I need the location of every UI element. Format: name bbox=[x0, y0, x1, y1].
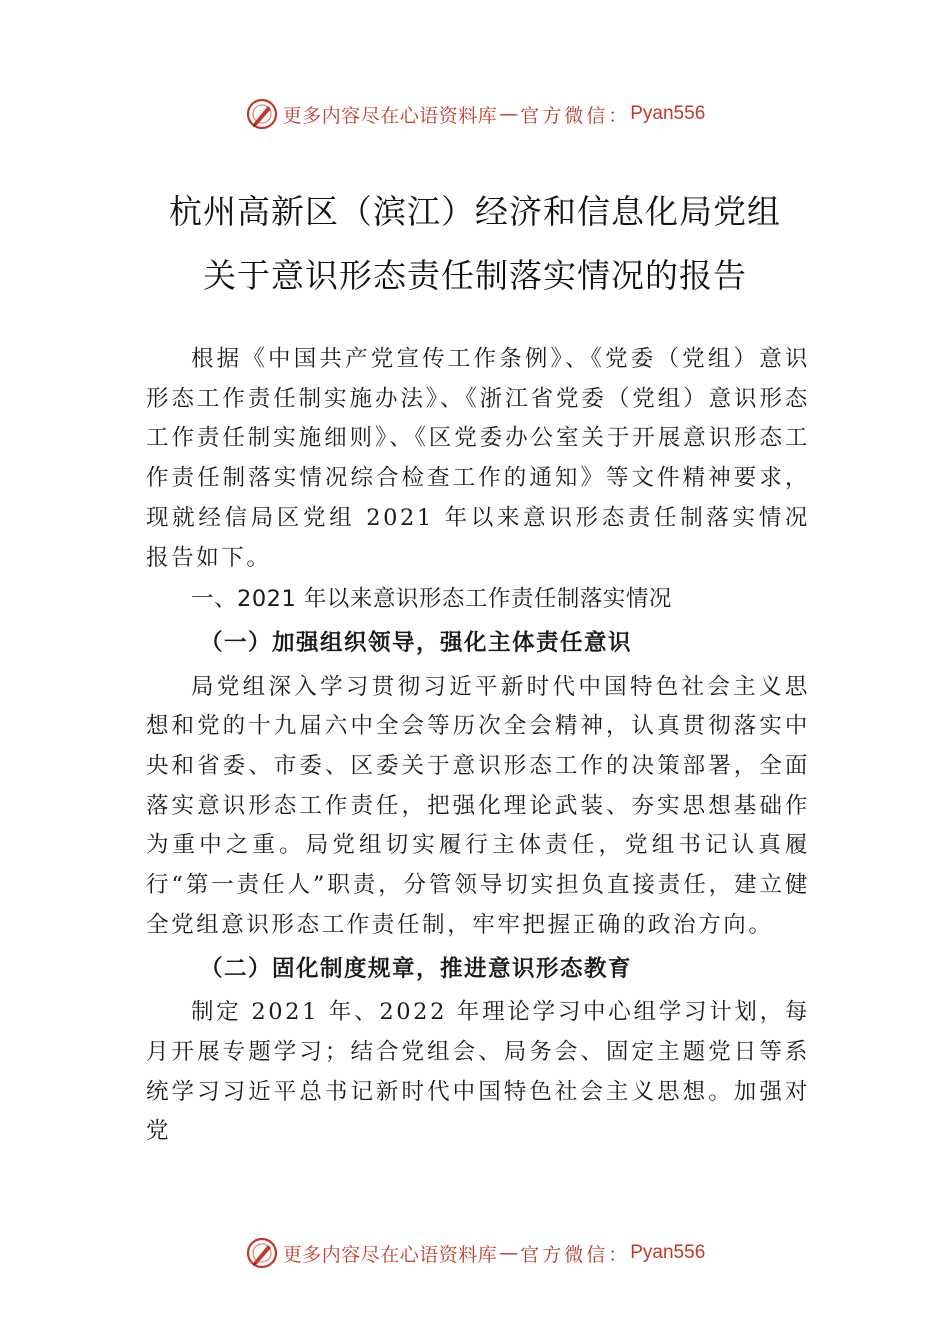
document-body bbox=[146, 340, 810, 1152]
watermark-wechat-id: Pyan556 bbox=[630, 103, 706, 124]
subsection-1-paragraph: 局党组深入学习贯彻习近平新时代中国特色社会主义思想和党的十九届六中全会等历次全会精神，认真贯彻落实中央和省委、市委、区委关于意识形态工作的决策部署，全面落实意识形态工作责任，把强化理论武装、夯实思想基础作为重中之重。局党组切实履行主体责任，党组书记认真履行“第一责任人”职责，分管领导切实担负直接责任，建立健全党组意识形态工作责任制，牢牢把握正确的政治方向。 bbox=[146, 673, 810, 938]
watermark-separator: — bbox=[499, 1242, 519, 1264]
pen-logo-icon bbox=[245, 97, 279, 131]
header-watermark bbox=[0, 94, 950, 134]
watermark-brand: 更多内容尽在心语资料库 bbox=[282, 1243, 498, 1266]
pen-logo-icon bbox=[245, 1236, 279, 1270]
document-title-line1: 杭州高新区（滨江）经济和信息化局党组 bbox=[169, 192, 781, 231]
watermark-wechat-label: 官方微信： bbox=[520, 104, 631, 127]
intro-paragraph: 根据《中国共产党宣传工作条例》、《党委（党组）意识形态工作责任制实施办法》、《浙江省党委（党组）意识形态工作责任制实施细则》、《区党委办公室关于开展意识形态工作责任制落实情况综合检查工作的通知》等文件精神要求，现就经信局区党组 2021 年以来意识形态责任制落实情况报告如下。 bbox=[146, 346, 810, 571]
subsection-heading-1: （一）加强组织领导，强化主体责任意识 bbox=[200, 629, 633, 656]
watermark-wechat-id: Pyan556 bbox=[630, 1242, 706, 1263]
watermark-wechat-label: 官方微信： bbox=[520, 1243, 631, 1266]
watermark-brand: 更多内容尽在心语资料库 bbox=[282, 104, 498, 127]
footer-watermark bbox=[0, 1233, 950, 1273]
watermark-separator: — bbox=[499, 103, 519, 125]
subsection-heading-2: （二）固化制度规章，推进意识形态教育 bbox=[200, 955, 633, 982]
subsection-2-paragraph: 制定 2021 年、2022 年理论学习中心组学习计划，每月开展专题学习；结合党组会、局务会、固定主题党日等系统学习习近平总书记新时代中国特色社会主义思想。加强对党 bbox=[146, 999, 810, 1145]
document-title-line2: 关于意识形态责任制落实情况的报告 bbox=[203, 256, 747, 295]
section-heading-1: 一、2021 年以来意识形态工作责任制落实情况 bbox=[191, 586, 672, 613]
